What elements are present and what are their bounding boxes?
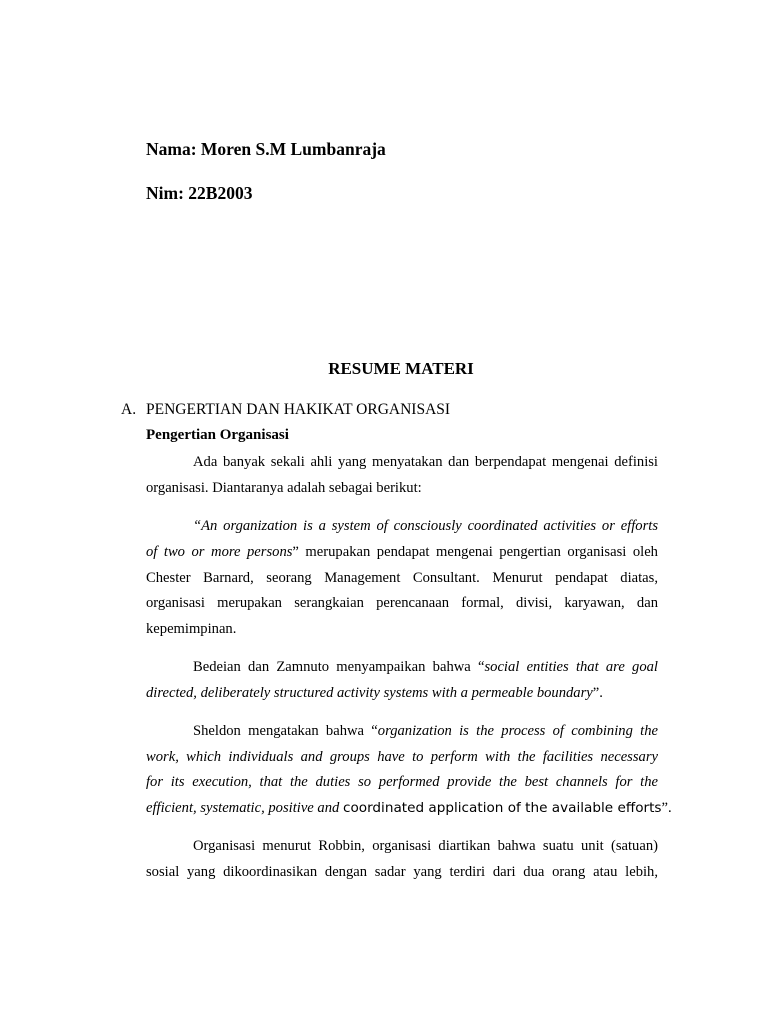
quote-barnard: “An organization is a system of consciously coordinated activities or efforts <box>193 518 658 534</box>
page-title: RESUME MATERI <box>328 359 474 378</box>
student-name: Nama: Moren S.M Lumbanraja <box>146 139 386 159</box>
paragraph-2-line-1 <box>146 517 658 535</box>
quote-close: ”. <box>661 800 672 816</box>
paragraph-3-line-2 <box>146 684 658 702</box>
paragraph-3-text: Bedeian dan Zamnuto menyampaikan bahwa “ <box>193 659 485 675</box>
paragraph-1-line-1: Ada banyak sekali ahli yang menyatakan dan berpendapat mengenai definisi <box>193 454 658 470</box>
paragraph-2-line-3: Chester Barnard, seorang Management Consultant. Menurut pendapat diatas, <box>146 570 658 586</box>
quote-close: ”. <box>592 685 603 701</box>
quote-sheldon-line-4: efficient, systematic, positive and <box>146 800 343 816</box>
paragraph-1-line-2: organisasi. Diantaranya adalah sebagai berikut: <box>146 480 422 496</box>
quote-sheldon-line-2: work, which individuals and groups have to perform with the facilities necessary <box>146 749 658 765</box>
quote-barnard-end: of two or more persons <box>146 544 293 560</box>
paragraph-5-line-1: Organisasi menurut Robbin, organisasi diartikan bahwa suatu unit (satuan) <box>193 838 658 854</box>
quote-sheldon: organization is the process of combining the <box>377 723 658 739</box>
quote-sheldon-alt-font: coordinated application of the available efforts <box>342 800 662 816</box>
paragraph-4-line-3 <box>146 773 658 791</box>
paragraph-2-line-2 <box>146 543 658 561</box>
paragraph-2-text: ” merupakan pendapat mengenai pengertian organisasi oleh <box>292 544 658 560</box>
section-heading: PENGERTIAN DAN HAKIKAT ORGANISASI <box>146 401 451 418</box>
student-nim: Nim: 22B2003 <box>146 183 253 203</box>
paragraph-2-line-5: kepemimpinan. <box>146 621 237 637</box>
paragraph-4-text: Sheldon mengatakan bahwa “ <box>193 723 378 739</box>
paragraph-4-line-2 <box>146 748 658 766</box>
subsection-heading: Pengertian Organisasi <box>146 427 289 443</box>
paragraph-4-line-4 <box>146 799 672 817</box>
quote-bedeian-end: directed, deliberately structured activity systems with a permeable boundary <box>146 685 593 701</box>
paragraph-5-line-2: sosial yang dikoordinasikan dengan sadar yang terdiri dari dua orang atau lebih, <box>146 864 658 880</box>
quote-sheldon-line-3: for its execution, that the duties so performed provide the best channels for the <box>146 774 658 790</box>
paragraph-4-line-1 <box>146 722 658 740</box>
section-letter: A. <box>121 401 137 418</box>
quote-bedeian: social entities that are goal <box>484 659 658 675</box>
paragraph-3-line-1 <box>146 658 658 676</box>
paragraph-2-line-4: organisasi merupakan serangkaian perencanaan formal, divisi, karyawan, dan <box>146 595 658 611</box>
